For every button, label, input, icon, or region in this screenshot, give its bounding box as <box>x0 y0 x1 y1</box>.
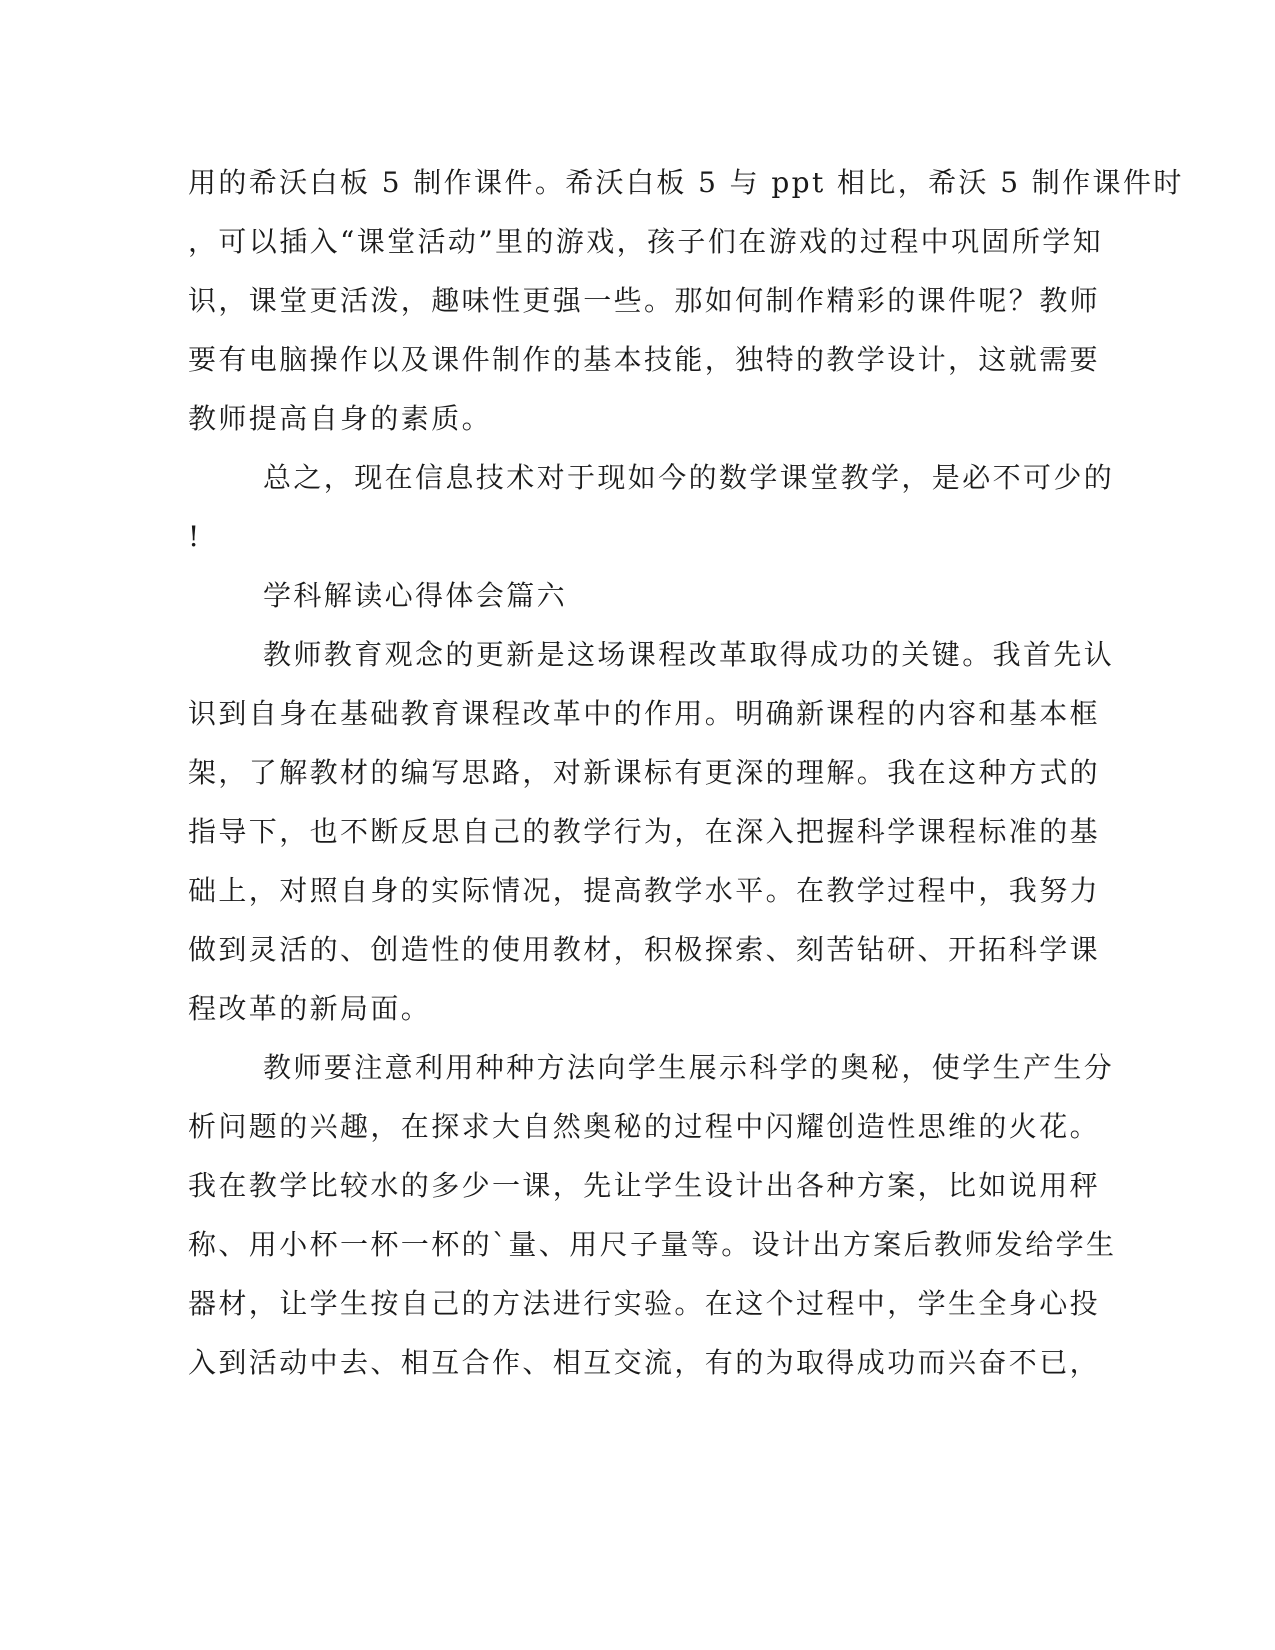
text-line: 总之，现在信息技术对于现如今的数学课堂教学，是必不可少的 <box>263 461 1115 494</box>
text-line: 我在教学比较水的多少一课，先让学生设计出各种方案，比如说用秤 <box>188 1169 1101 1202</box>
text-line: 器材，让学生按自己的方法进行实验。在这个过程中，学生全身心投 <box>188 1287 1101 1320</box>
text-line: 称、用小杯一杯一杯的`量、用尺子量等。设计出方案后教师发给学生 <box>188 1228 1117 1261</box>
text-line: 入到活动中去、相互合作、相互交流，有的为取得成功而兴奋不已， <box>188 1346 1101 1379</box>
text-line: 础上，对照自身的实际情况，提高教学水平。在教学过程中，我努力 <box>188 874 1101 907</box>
text-line: 用的希沃白板 5 制作课件。希沃白板 5 与 ppt 相比，希沃 5 制作课件时 <box>188 166 1184 199</box>
text-line: 指导下，也不断反思自己的教学行为，在深入把握科学课程标准的基 <box>188 815 1101 848</box>
text-line: 教师教育观念的更新是这场课程改革取得成功的关键。我首先认 <box>263 638 1115 671</box>
text-line: 识到自身在基础教育课程改革中的作用。明确新课程的内容和基本框 <box>188 697 1101 730</box>
text-line: 要有电脑操作以及课件制作的基本技能，独特的教学设计，这就需要 <box>188 343 1101 376</box>
text-line: 教师提高自身的素质。 <box>188 402 493 435</box>
section-heading: 学科解读心得体会篇六 <box>263 579 568 612</box>
text-line: 程改革的新局面。 <box>188 992 432 1025</box>
text-line: 识，课堂更活泼，趣味性更强一些。那如何制作精彩的课件呢？教师 <box>188 284 1101 317</box>
text-line: ，可以插入“课堂活动”里的游戏，孩子们在游戏的过程中巩固所学知 <box>188 225 1104 258</box>
text-line: 做到灵活的、创造性的使用教材，积极探索、刻苦钻研、开拓科学课 <box>188 933 1101 966</box>
text-line: 架，了解教材的编写思路，对新课标有更深的理解。我在这种方式的 <box>188 756 1101 789</box>
text-line: ! <box>188 520 202 553</box>
text-line: 析问题的兴趣，在探求大自然奥秘的过程中闪耀创造性思维的火花。 <box>188 1110 1101 1143</box>
text-line: 教师要注意利用种种方法向学生展示科学的奥秘，使学生产生分 <box>263 1051 1115 1084</box>
